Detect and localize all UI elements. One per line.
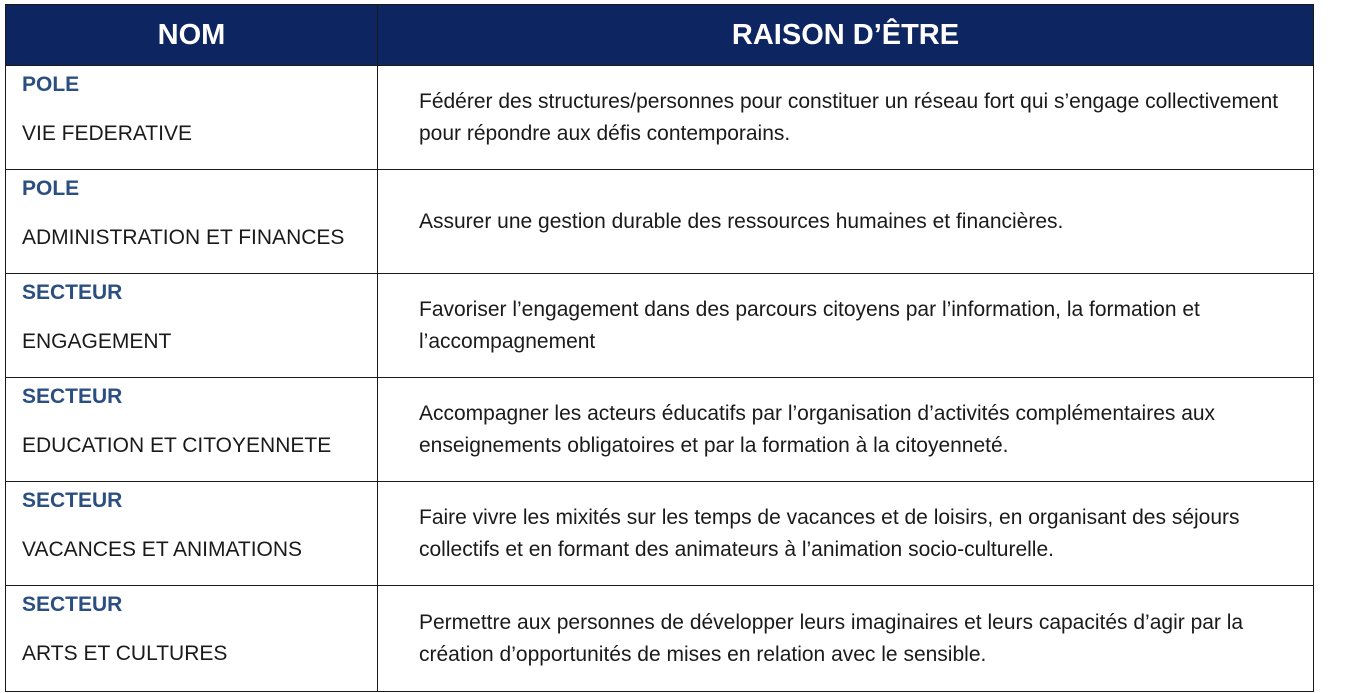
name-cell <box>6 274 378 378</box>
purpose-cell: Accompagner les acteurs éducatifs par l’organisation d’activités complémentaires aux enseignements obligatoires et par la formation à la citoyenneté. <box>378 378 1314 482</box>
entity-label: ARTS ET CULTURES <box>22 642 228 665</box>
table-header <box>6 5 1314 66</box>
header-name: NOM <box>6 5 378 66</box>
entity-label: ADMINISTRATION ET FINANCES <box>22 226 345 249</box>
purpose-cell: Assurer une gestion durable des ressources humaines et financières. <box>378 170 1314 274</box>
header-purpose: RAISON D’ÊTRE <box>378 5 1314 66</box>
organization-table <box>5 4 1314 692</box>
header-row <box>6 5 1314 66</box>
entity-label: ENGAGEMENT <box>22 330 172 353</box>
entity-label: VACANCES ET ANIMATIONS <box>22 538 303 561</box>
entity-kind: POLE <box>22 73 80 96</box>
table-row <box>6 170 1314 274</box>
purpose-cell: Fédérer des structures/personnes pour constituer un réseau fort qui s’engage collectivement pour répondre aux défis contemporains. <box>378 66 1314 170</box>
purpose-cell: Favoriser l’engagement dans des parcours citoyens par l’information, la formation et l’accompagnement <box>378 274 1314 378</box>
name-cell <box>6 586 378 692</box>
table-row <box>6 66 1314 170</box>
table-row <box>6 482 1314 586</box>
entity-kind: SECTEUR <box>22 385 123 408</box>
purpose-cell: Permettre aux personnes de développer leurs imaginaires et leurs capacités d’agir par la création d’opportunités de mises en relation avec le sensible. <box>378 586 1314 692</box>
table-row <box>6 378 1314 482</box>
table-body <box>6 66 1314 692</box>
entity-label: EDUCATION ET CITOYENNETE <box>22 434 332 457</box>
entity-label: VIE FEDERATIVE <box>22 122 192 145</box>
entity-kind: POLE <box>22 177 80 200</box>
purpose-cell: Faire vivre les mixités sur les temps de vacances et de loisirs, en organisant des séjours collectifs et en formant des animateurs à l’animation socio-culturelle. <box>378 482 1314 586</box>
name-cell <box>6 378 378 482</box>
table-row <box>6 274 1314 378</box>
entity-kind: SECTEUR <box>22 593 123 616</box>
entity-kind: SECTEUR <box>22 489 123 512</box>
name-cell <box>6 482 378 586</box>
name-cell <box>6 66 378 170</box>
name-cell <box>6 170 378 274</box>
table-row <box>6 586 1314 692</box>
entity-kind: SECTEUR <box>22 281 123 304</box>
